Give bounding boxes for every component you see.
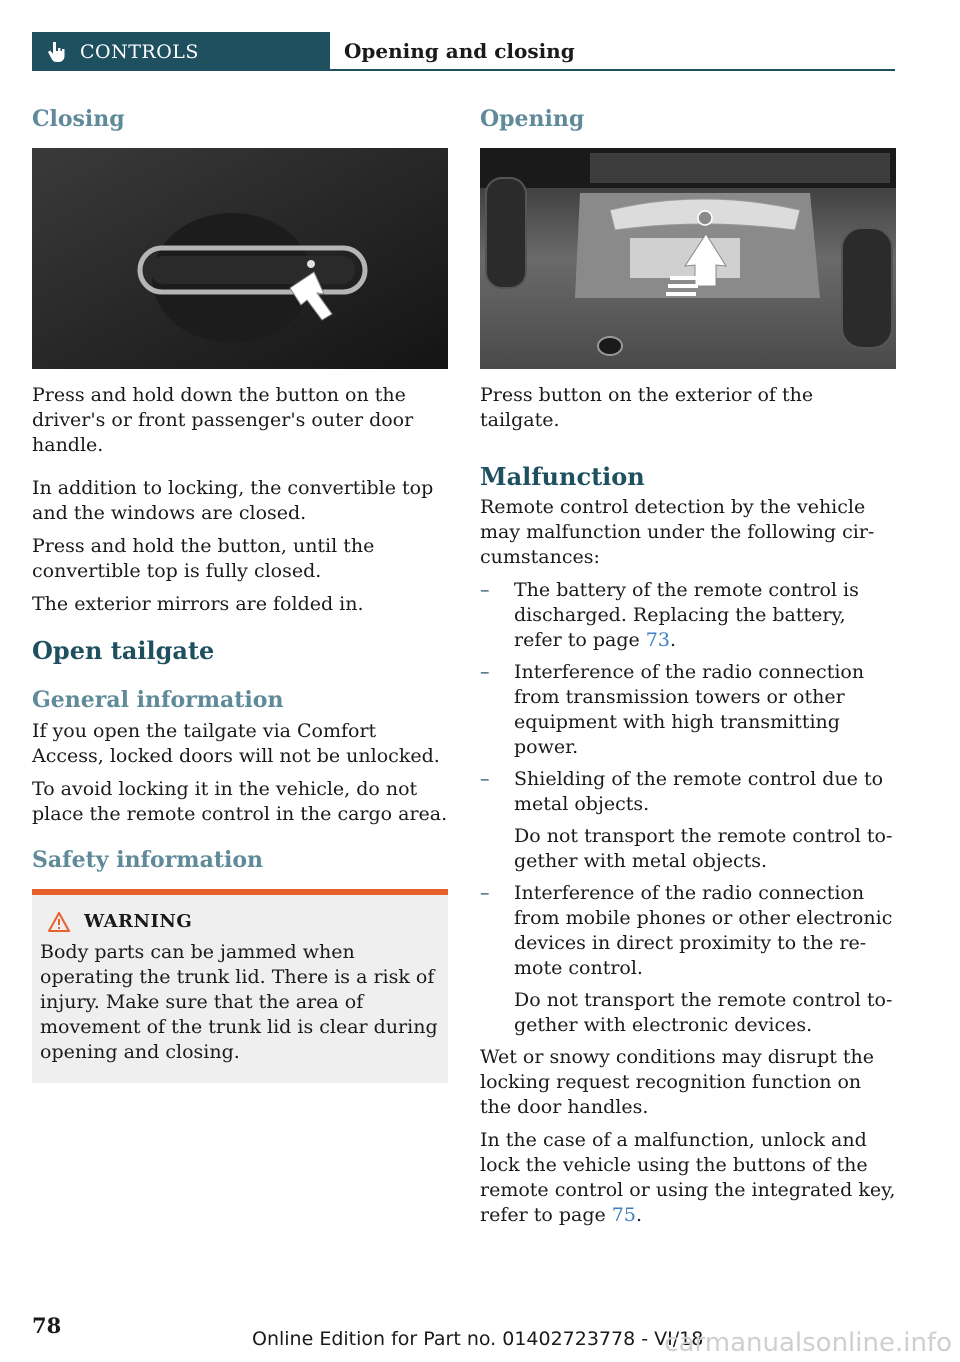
closing-para-4: The exterior mirrors are folded in. [32, 593, 364, 615]
warning-box [32, 889, 448, 1083]
final-para-text: In the case of a malfunction, unlock and lock the vehicle using the buttons of the remote control or using the integrated key, refer to page [480, 1129, 896, 1226]
closing-para-1: Press and hold down the button on the driver's or front passenger's outer door handle. [32, 384, 414, 456]
page-link[interactable]: 75 [611, 1204, 636, 1226]
general-information-heading: General information [32, 687, 284, 713]
chapter-title: Opening and closing [344, 38, 575, 63]
left-column [32, 104, 448, 1083]
right-column [480, 104, 896, 1236]
section-tab [32, 32, 330, 71]
hand-pointer-icon [44, 40, 68, 64]
chapter-title-bar [330, 32, 895, 71]
edition-footer: Online Edition for Part no. 01402723778 - VI/18 [252, 1328, 704, 1350]
list-item-note: Do not transport the remote control together with metal objects. [514, 825, 893, 872]
closing-heading: Closing [32, 106, 125, 132]
warning-title: WARNING [84, 911, 193, 932]
list-item [480, 767, 896, 874]
list-item [480, 881, 896, 1038]
dash-marker: – [480, 768, 490, 790]
list-item-text: The battery of the remote control is discharged. Replacing the battery, refer to page [514, 579, 859, 651]
section-label: CONTROLS [80, 40, 199, 63]
warning-text: Body parts can be jammed when operating the trunk lid. There is a risk of injury. Make sure that the area of movement of the trunk lid is clear during opening and closing. [40, 941, 438, 1063]
warning-triangle-icon [48, 912, 70, 932]
list-item [480, 578, 896, 653]
safety-information-heading: Safety information [32, 847, 264, 873]
general-para-1: If you open the tailgate via Comfort Access, locked doors will not be unlocked. [32, 720, 440, 767]
closing-para-3: Press and hold the button, until the convertible top is fully closed. [32, 535, 375, 582]
opening-heading: Opening [480, 106, 585, 132]
dash-marker: – [480, 882, 490, 904]
malfunction-list [480, 578, 896, 1038]
list-item-note: Do not transport the remote control together with electronic devices. [514, 989, 893, 1036]
malfunction-intro: Remote control detection by the vehicle may malfunction under the following circumstances: [480, 496, 875, 568]
page-link[interactable]: 73 [645, 629, 670, 651]
closing-para-2: In addition to locking, the convertible top and the windows are closed. [32, 477, 434, 524]
final-para-end: . [635, 1204, 643, 1226]
watermark: carmanualsonline.info [664, 1328, 952, 1358]
opening-para: Press button on the exterior of the tailgate. [480, 384, 814, 431]
wet-conditions-para: Wet or snowy conditions may disrupt the locking request recognition function on the door handles. [480, 1046, 875, 1118]
general-para-2: To avoid locking it in the vehicle, do not place the remote control in the cargo area. [32, 778, 448, 825]
tailgate-image [480, 148, 896, 369]
door-handle-image [32, 148, 448, 369]
list-item-text: Shielding of the remote control due to metal objects. [514, 768, 884, 815]
page-header [32, 32, 895, 71]
dash-marker: – [480, 661, 490, 683]
list-item-text: Interference of the radio connection from transmission towers or other equipment with high transmitting power. [514, 661, 865, 758]
open-tailgate-heading: Open tailgate [32, 636, 215, 665]
list-item [480, 660, 896, 760]
dash-marker: – [480, 579, 490, 601]
final-para [480, 1128, 896, 1228]
list-item-end: . [669, 629, 677, 651]
page-number: 78 [32, 1313, 62, 1338]
malfunction-heading: Malfunction [480, 462, 645, 491]
list-item-text: Interference of the radio connection from mobile phones or other electronic devices in direct proximity to the remote control. [514, 882, 893, 979]
